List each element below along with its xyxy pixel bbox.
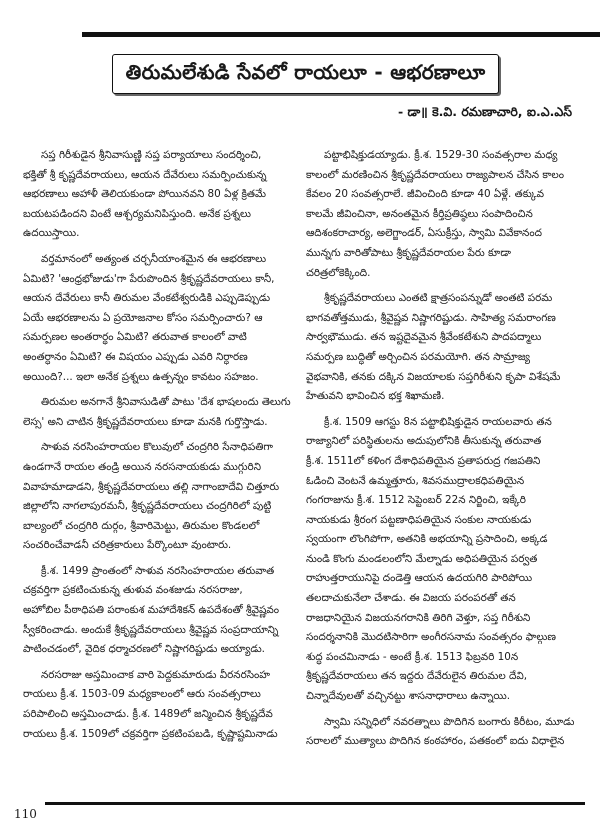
paragraph: [306, 413, 574, 707]
paragraph: [306, 146, 574, 283]
text-line: రాజధానియైన విజయనగరానికి తిరిగి వెళ్తూ, సప్త గిరీశుని: [306, 611, 531, 624]
author-byline: - డా॥ కె.వి. రమణాచారి, ఐ.ఎ.ఎస్: [397, 104, 572, 119]
bottom-rule: [45, 802, 585, 805]
text-line: చరిత్రలోకెక్కింది.: [306, 266, 371, 279]
paragraph: [23, 393, 291, 432]
text-line: తలదాచుకునేలా చేశాడు. ఈ విజయ పరంపరతో తన: [306, 592, 516, 605]
text-line: సందర్శనానికి మొదటిసారిగా అంగీరసనామ సంవత్సరం ఫాల్గుణ: [306, 631, 556, 644]
text-line: ఓడించి వెంటనే ఉమ్మత్తూరు, శివసముద్రాలకధిపతియైన: [306, 474, 525, 487]
text-line: భక్తితో శ్రీ కృష్ణదేవరాయలు, ఆయన దేవేరులు సమర్పించుకున్న: [23, 168, 267, 181]
text-line: సాళువ నరసింహరాయల కొలువులో చంద్రగిరి సేనాధిపతిగా: [41, 441, 273, 454]
paragraph: [23, 438, 291, 556]
text-line: ఉండగానే రాయల తండ్రి అయిన నరసనాయకుడు ముగ్గురిని: [23, 460, 262, 473]
text-line: చక్రవర్తిగా ప్రకటించుకున్న తుళువ వంశజుడు నరసరాజు,: [23, 584, 243, 597]
text-line: సప్త గిరీశుడైన శ్రీనివాసుణ్ణి సప్త పర్యాయాలు సందర్శించి,: [41, 149, 262, 161]
article-title-text: తిరుమలేశుడి సేవలో రాయలూ - ఆభరణాలూ: [125, 59, 486, 84]
text-line: అయింది?... ఇలా అనేక ప్రశ్నలు ఉత్పన్నం కావటం సహజం.: [23, 370, 259, 383]
text-line: బాల్యంలో చంద్రగిరి దుర్గం, శ్రీవారిమెట్టు, తిరుమల కొండలలో: [23, 519, 260, 532]
text-line: కేవలం 20 సంవత్సరాలే. జీవించింది కూడా 40 ఏళ్లే. తక్కువ: [306, 188, 544, 201]
text-line: క్రీ.శ. 1499 ప్రాంతంలో సాళువ నరసింహరాయల తరువాత: [41, 564, 275, 577]
top-rule: [82, 32, 600, 37]
text-line: గంగరాజును క్రీ.శ. 1512 సెప్టెంబర్ 22న నిర్జించి, ఇక్కేరి: [306, 494, 526, 507]
paragraph: [23, 250, 291, 387]
paragraph: [306, 713, 574, 752]
paragraph: [23, 666, 291, 744]
right-column: [306, 146, 574, 758]
text-line: సరాలలో ముత్యాలు పొదిగిన కంఠహారం, పతకంలో ఐదు విధాలైన: [306, 735, 565, 748]
text-line: తిరుమల అనగానే శ్రీనివాసుడితో పాటు 'దేశ భాషలందు తెలుగు: [41, 396, 291, 409]
text-line: ఆయన దేవేరులు కానీ తిరుమల వేంకటేశ్వరుడికి ఎప్పుడెప్పుడు: [23, 292, 271, 305]
text-line: ఏమిటి? 'ఆంధ్రభోజుడు'గా పేరుపొందిన శ్రీకృష్ణదేవరాయలు కానీ,: [23, 272, 275, 285]
paragraph: [23, 562, 291, 660]
text-line: హేతువని భావించిన భక్త శిఖామణి.: [306, 390, 445, 403]
text-line: కాలమే జీవించినా, అనంతమైన కీర్తిప్రతిష్ఠలు సంపాదించిన: [306, 207, 533, 220]
text-line: కాలంలో మరణించిన శ్రీకృష్ణదేవరాయలు రాజ్యపాలన చేసిన కాలం: [306, 168, 565, 181]
text-line: సార్వభౌముడు. తన ఇష్టదైవమైన శ్రీవేంకటేశుని పాదపద్మాలు: [306, 331, 542, 344]
text-line: స్వయంగా లొంగిపోగా, అతనికి అభయాన్ని ప్రసాదించి, అక్కడ: [306, 533, 548, 546]
text-line: రాయలు క్రీ.శ. 1509లో చక్రవర్తిగా ప్రకటింపబడి, కృష్ణాష్టమినాడు: [23, 727, 278, 740]
text-line: చిన్నాదేవులతో వచ్చినట్టు శాసనాధారాలు ఉన్నాయి.: [306, 690, 511, 703]
text-line: బయటపడిందని వింటే ఆశ్చర్యమనిపిస్తుంది. అనేక ప్రశ్నలు: [23, 207, 251, 220]
text-line: సమర్పణల అంతరార్థం ఏమిటి? తరువాత కాలంలో వాటి: [23, 331, 247, 344]
article-title: [112, 54, 499, 94]
text-line: శుద్ధ పంచమినాడు - అంటే క్రీ.శ. 1513 ఫిబ్రవరి 10న: [306, 650, 519, 663]
page-number: 110: [14, 807, 37, 821]
text-line: లెస్స' అని చాటిన శ్రీకృష్ణదేవరాయలు కూడా మనకి గుర్తొస్తాడు.: [23, 415, 268, 428]
paragraph: [306, 289, 574, 407]
left-column: [23, 146, 291, 750]
text-line: శ్రీకృష్ణదేవరాయలు ఎంతటి క్షాత్రసంపన్నుడో అంతటి పరమ: [324, 292, 553, 305]
text-line: ఆభరణాలు అహాళీ తెలియకుండా పోయినవని 80 ఏళ్ల క్రితమే: [23, 188, 266, 201]
paragraph: [23, 146, 291, 244]
text-line: క్రీ.శ. 1511లో కళింగ దేశాధిపతియైన ప్రతాపరుద్ర గజపతిని: [306, 454, 541, 467]
text-line: రాజ్యానిలో పరిస్థితులను అదుపులోనికి తీసుకున్న తరువాత: [306, 435, 542, 448]
text-line: ఉదయిస్తాయి.: [23, 227, 80, 240]
text-line: శ్రీకృష్ణదేవరాయలు తన ఇద్దరు దేవేరులైన తిరుమల దేవి,: [306, 670, 528, 683]
text-line: మున్నగు వారితోపాటు శ్రీకృష్ణదేవరాయల పేరు కూడా: [306, 246, 511, 259]
text-line: క్రీ.శ. 1509 ఆగస్టు 8న పట్టాభిషిక్తుడైన రాయలవారు తన: [324, 415, 552, 428]
text-line: వైభవానికి, తనకు దక్కిన విజయాలకు సప్తగిరీశుని కృపా విశేషమే: [306, 370, 561, 383]
text-line: అహోబిల పీఠాధిపతి పరాంకుశ మహాదేశికన్ ఉపదేశంతో శ్రీవైష్ణవం: [23, 604, 280, 617]
text-line: రాయలు క్రీ.శ. 1503-09 మధ్యకాలంలో ఆరు సంవత్సరాలు: [23, 688, 261, 701]
text-line: నరసరాజు అస్తమించాక వారి పెద్దకుమారుడు వీరనరసింహ: [41, 668, 271, 681]
text-line: పాటించడంలో, వైదిక ధర్మాచరణలో నిష్ణాగరిష్టుడు అయ్యాడు.: [23, 643, 265, 656]
text-line: స్వామి సన్నిధిలో నవరత్నాలు పొదిగిన బంగారు కిరీటం, మూడు: [324, 715, 574, 728]
text-line: వర్తమానంలో అత్యంత చర్చనీయాంశమైన ఈ ఆభరణాలు: [41, 252, 267, 265]
text-line: అంతర్ధానం ఏమిటి? ఈ విషయం ఎప్పుడు ఎవరి నిర్ధారణ: [23, 350, 248, 363]
text-line: నాయకుడు శ్రీరంగ పట్టణాధిపతియైన సంకుల నాయకుడు: [306, 513, 532, 526]
text-line: ఏయే ఆభరణాలను ఏ ప్రయోజనాల కోసం సమర్పించారు? ఆ: [23, 311, 263, 324]
text-line: రాహుత్తరాయునిపై దండెత్తి ఆయన ఉదయగిరి పారిపోయి: [306, 572, 533, 585]
text-line: పట్టాభిషిక్తుడయ్యాడు. క్రీ.శ. 1529-30 సంవత్సరాల మధ్య: [324, 149, 558, 161]
text-line: ఆదిశంకరాచార్య, అలెగ్జాండర్, ఏసుక్రీస్తు, స్వామి వివేకానంద: [306, 227, 542, 240]
text-line: భాగవతోత్తముడు, శ్రీవైష్ణవ నిష్ణాగరిష్టుడు. సాహిత్య సమరాంగణ: [306, 311, 556, 324]
text-line: జిల్లాలోని నాగలాపురమనీ, శ్రీకృష్ణదేవరాయలు చంద్రగిరిలో పుట్టి: [23, 500, 272, 513]
text-line: సమర్పణ బుద్ధితో అర్చించిన పరమయోగి. తన సామ్రాజ్య: [306, 350, 531, 363]
text-line: స్వీకరించాడు. అందుకే శ్రీకృష్ణదేవరాయలు శ్రీవైష్ణవ సంప్రదాయాన్ని: [23, 623, 279, 636]
text-line: పరిపాలించి అస్తమించాడు. క్రీ.శ. 1489లో జన్మించిన శ్రీకృష్ణదేవ: [23, 708, 273, 721]
text-line: నుండి కొంగు మండలంలోని మేల్నాడు అధిపతియైన పర్వత: [306, 552, 538, 565]
text-line: వివాహమాడాడని, శ్రీకృష్ణదేవరాయలు తల్లి నాగాంబాదేవి చిత్తూరు: [23, 480, 280, 493]
text-line: సంచరించేవాడనీ చరిత్రకారులు పేర్కొంటూ వుంటారు.: [23, 539, 232, 552]
